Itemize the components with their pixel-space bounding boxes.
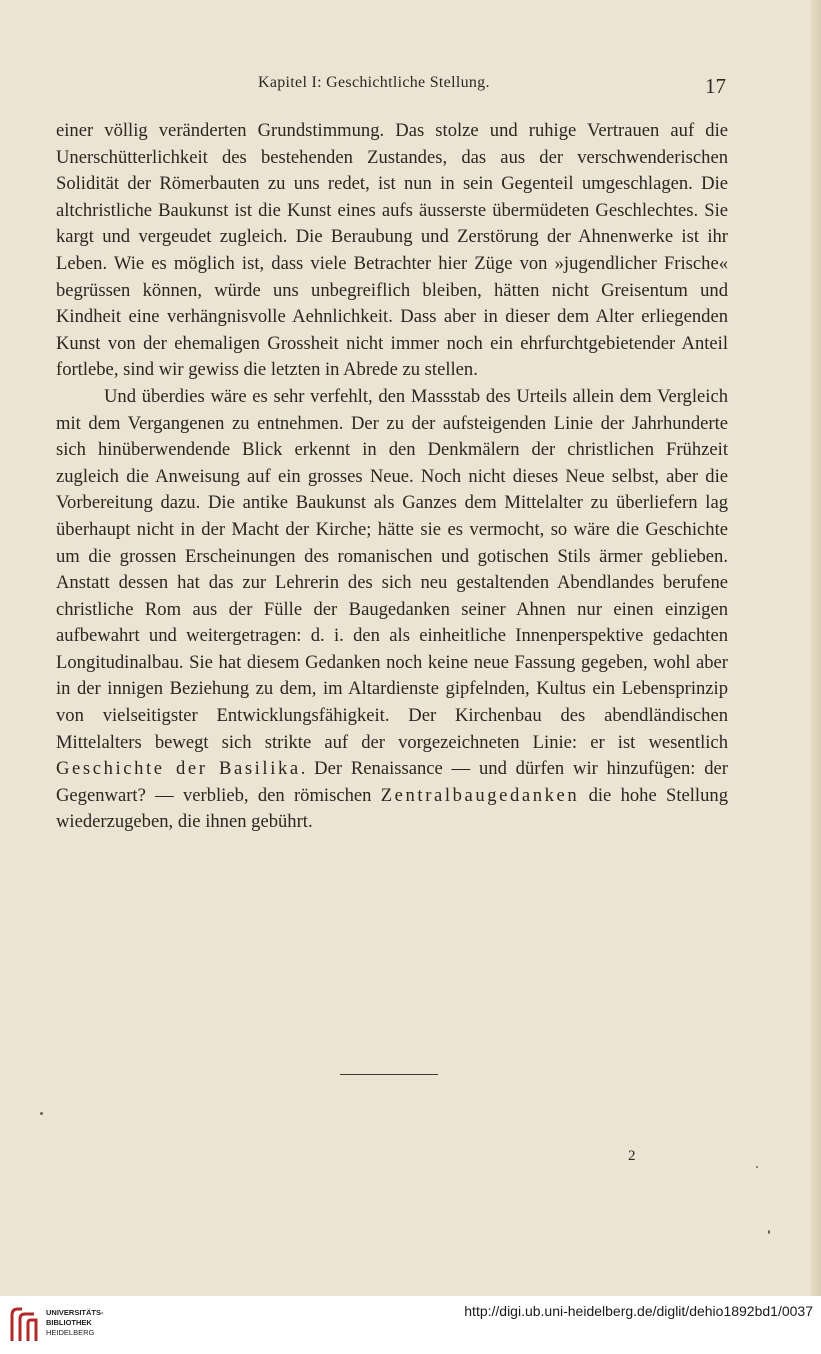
logo-line-2: BIBLIOTHEK bbox=[46, 1318, 92, 1327]
library-logo-text bbox=[46, 1308, 104, 1338]
signature-mark: 2 bbox=[628, 1148, 636, 1164]
spaced-term-zentralbau: Zentralbaugedanken bbox=[380, 784, 580, 806]
paragraph-2-end: die hohe Stellung wiederzugeben, die ihnen gebührt. bbox=[56, 784, 728, 833]
paper-speck bbox=[40, 1112, 43, 1115]
paragraph-1-text: einer völlig veränderten Grundstimmung. Das stolze und ruhige Vertrauen auf die Unerschütterlichkeit des bestehenden Zustandes, das aus der verschwenderischen Solidität der Römerbauten zu uns redet, ist nun in sein Gegenteil umgeschlagen. Die altchristliche Baukunst ist die Kunst eines aufs äusserste übermüdeten Geschlechtes. Sie kargt und vergeudet zugleich. Die Beraubung und Zerstörung der Ahnenwerke ist ihr Leben. Wie es möglich ist, dass viele Betrachter hier Züge von »jugendlicher Frische« begrüssen können, würde uns unbegreiflich bleiben, hätten nicht Greisentum und Kindheit eine verhängnisvolle Aehnlichkeit. Dass aber in dieser dem Alter erliegenden Kunst von der ehemaligen Grossheit nicht immer noch ein ehrfurchtgebietender Anteil fortlebe, sind wir gewiss die letzten in Abrede zu stellen. bbox=[56, 120, 728, 381]
body-text bbox=[56, 118, 728, 836]
logo-line-1: UNIVERSITÄTS- bbox=[46, 1308, 104, 1317]
paragraph-1 bbox=[56, 118, 728, 384]
running-title: Kapitel I: Geschichtliche Stellung. bbox=[258, 74, 490, 91]
running-head bbox=[50, 74, 730, 98]
permalink-url[interactable]: http://digi.ub.uni-heidelberg.de/diglit/dehio1892bd1/0037 bbox=[464, 1303, 813, 1319]
paper-speck bbox=[768, 1230, 770, 1234]
section-rule bbox=[340, 1074, 438, 1075]
library-logo-icon[interactable] bbox=[8, 1305, 40, 1345]
footer-bar bbox=[0, 1296, 821, 1354]
paper-speck bbox=[756, 1166, 758, 1168]
paragraph-2-text: Und überdies wäre es sehr verfehlt, den Massstab des Urteils allein dem Vergleich mit dem Vergangenen zu entnehmen. Der zu der aufsteigenden Linie der Jahrhunderte sich hinüberwendende Blick erkennt in den Denkmälern der christlichen Frühzeit zugleich die Anweisung auf ein grosses Neue. Noch nicht dieses Neue selbst, aber die Vorbereitung dazu. Die antike Baukunst als Ganzes dem Mittelalter zu überliefern lag überhaupt nicht in der Macht der Kirche; hätte sie es vermocht, so wäre die Geschichte um die grossen Erscheinungen des romanischen und gotischen Stils ärmer geblieben. Anstatt dessen hat das zur Lehrerin des sich neu gestaltenden Abendlandes berufene christliche Rom aus der Fülle der Baugedanken seiner Ahnen nur einen einzigen aufbewahrt und weitergetragen: d. i. den als einheitliche Innenperspektive gedachten Longitudinalbau. Sie hat diesem Gedanken noch keine neue Fassung gegeben, wohl aber in der innigen Beziehung zu dem, im Altardienste gipfelnden, Kultus ein Lebensprinzip von vielseitigster Entwicklungsfähigkeit. Der Kirchenbau des abendländischen Mittelalters bewegt sich strikte auf der vorgezeichneten Linie: er ist wesentlich bbox=[56, 385, 728, 753]
paragraph-2-middle: . Der Renaissance — und dürfen wir hinzufügen: der Gegenwart? — verblieb, den römischen bbox=[56, 758, 728, 806]
page-number: 17 bbox=[705, 74, 726, 98]
logo-line-3: HEIDELBERG bbox=[46, 1328, 95, 1337]
spaced-term-basilika: Geschichte der Basilika bbox=[56, 758, 301, 780]
paragraph-2 bbox=[56, 384, 728, 836]
page-edge bbox=[811, 0, 821, 1296]
